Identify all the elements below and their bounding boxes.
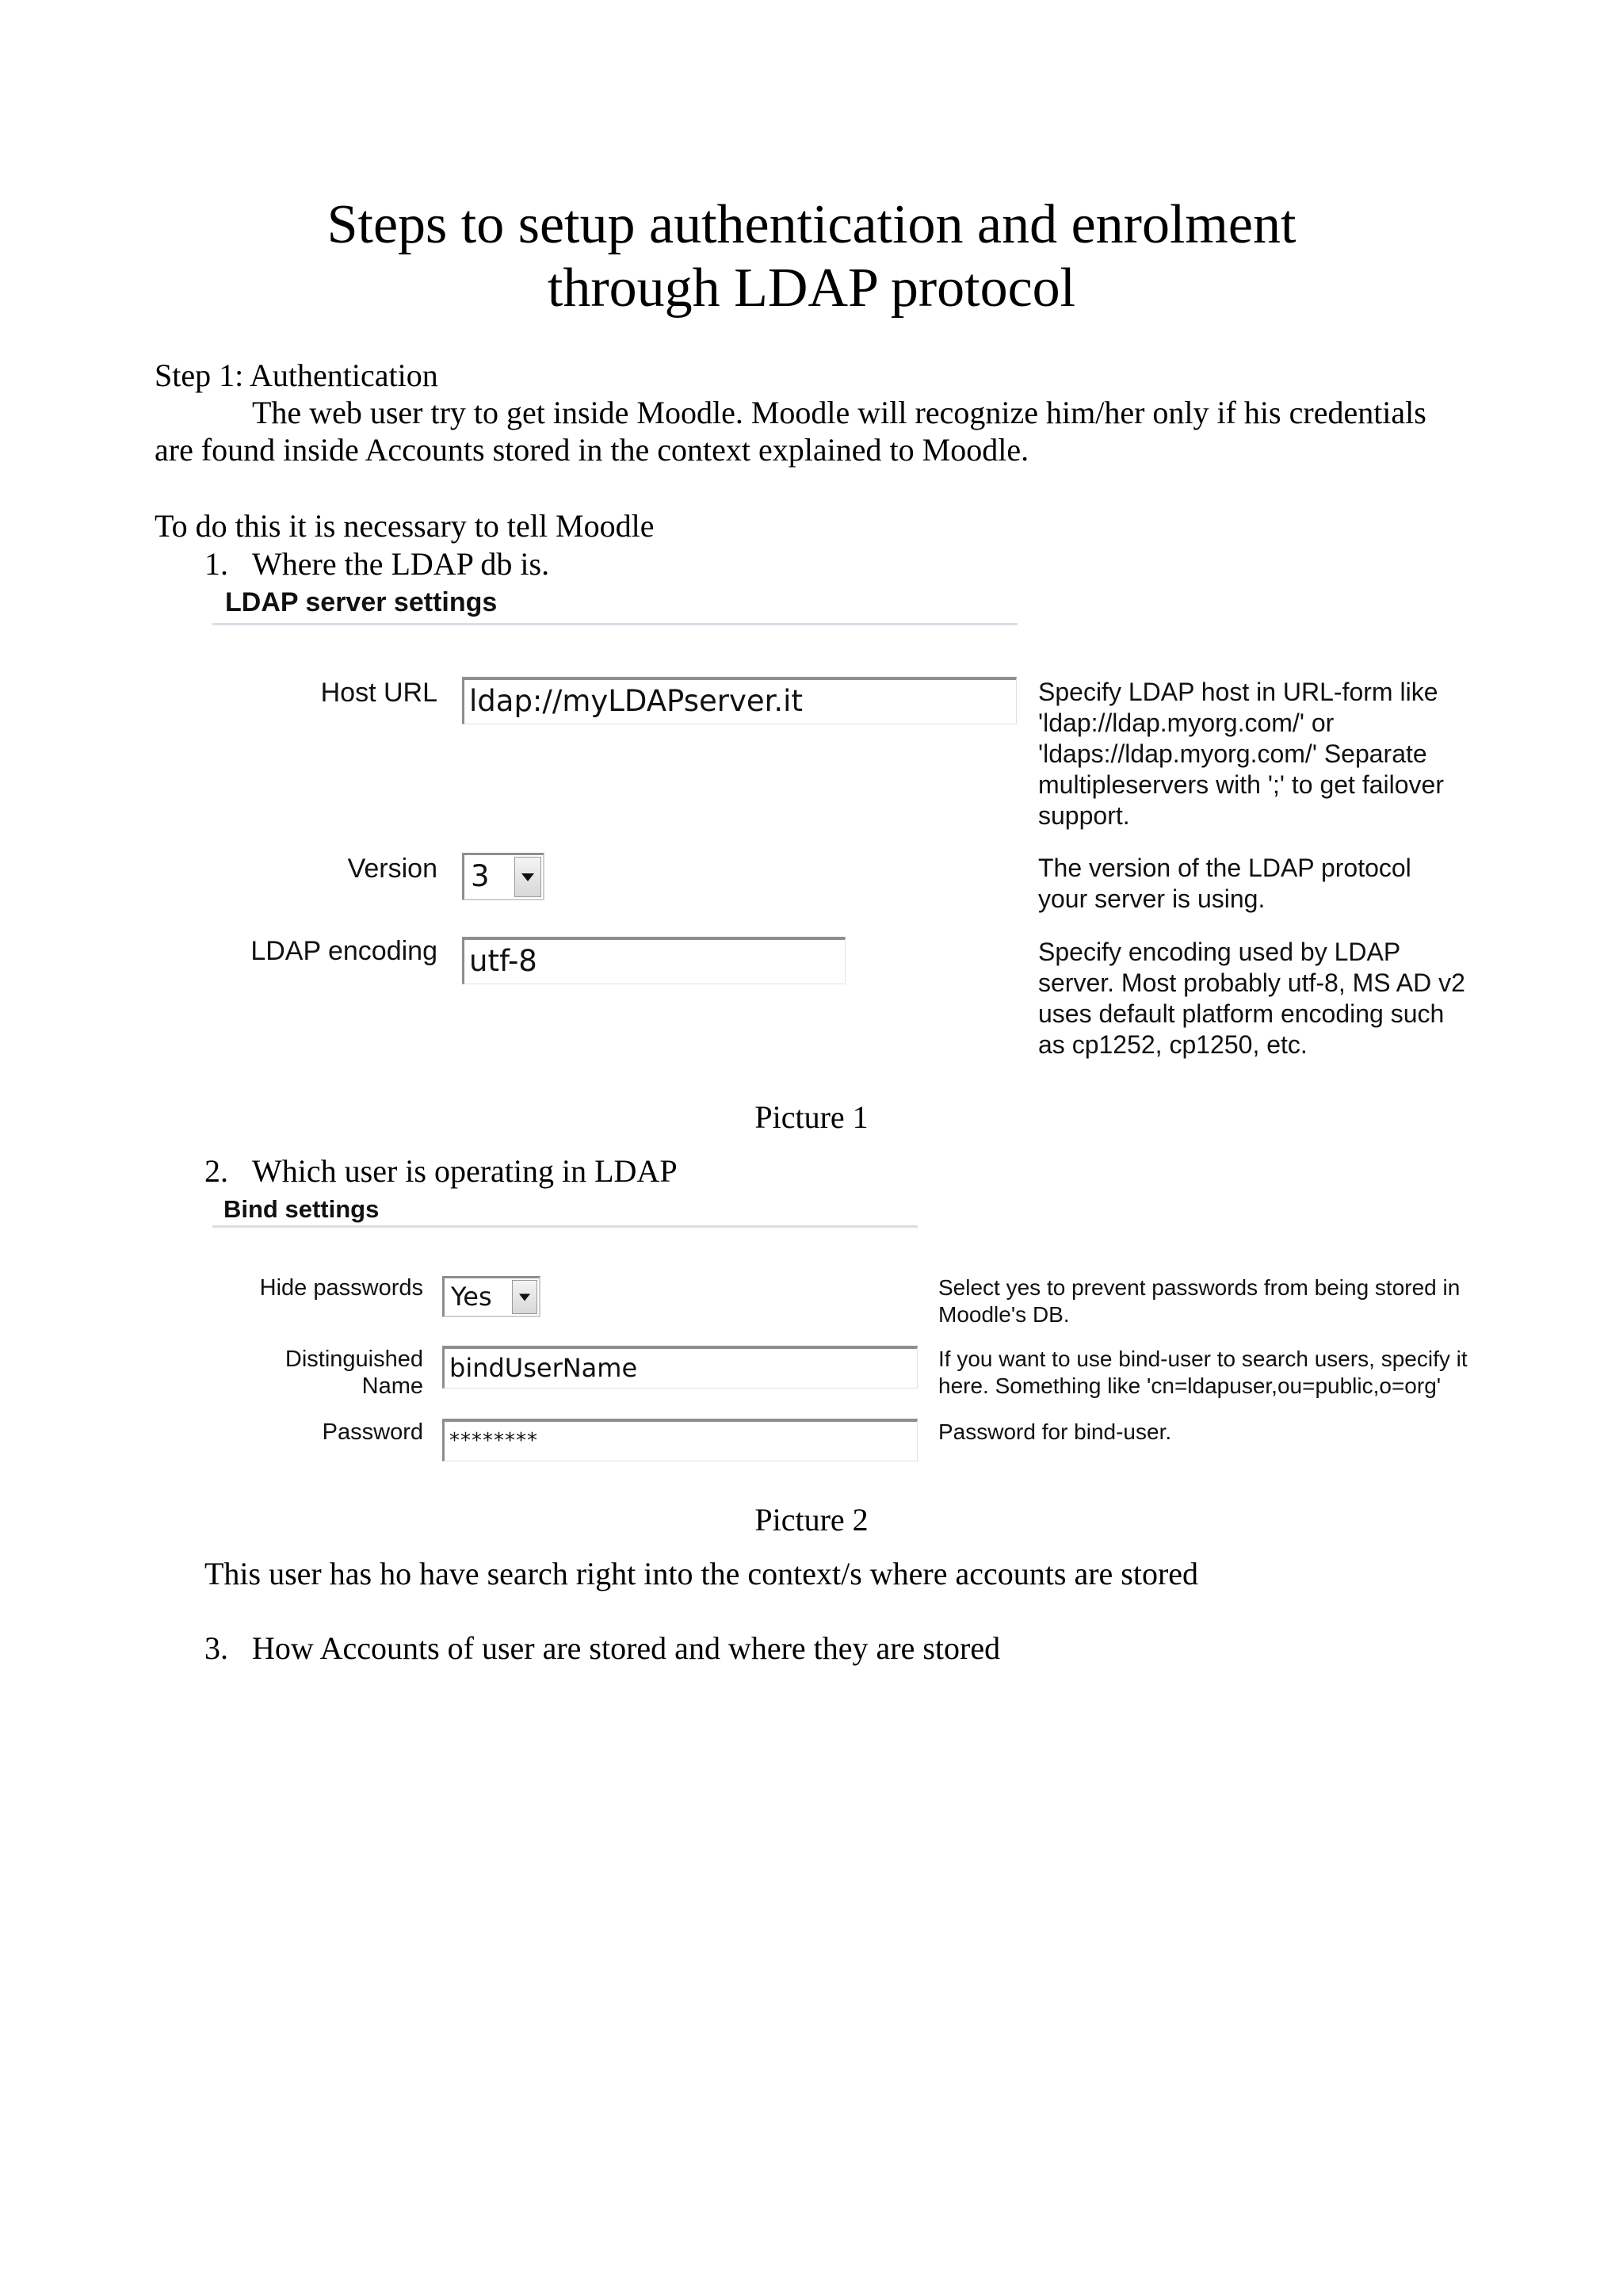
description-line: 'ldaps://ldap.myorg.com/' Separate <box>1038 739 1427 768</box>
dropdown-button[interactable] <box>514 857 541 897</box>
description-line: Select yes to prevent passwords from being stored in <box>938 1275 1461 1300</box>
label-line: Name <box>361 1373 423 1399</box>
description-line: your server is using. <box>1038 884 1266 913</box>
host-url-label: Host URL <box>320 678 437 708</box>
description-line: 'ldap://ldap.myorg.com/' or <box>1038 709 1335 737</box>
description-line: Specify encoding used by LDAP <box>1038 938 1401 966</box>
paragraph-line-1: The web user try to get inside Moodle. Moodle will recognize him/her only if his credentials <box>252 395 1426 430</box>
section-divider <box>212 623 1018 625</box>
list-item-3: How Accounts of user are stored and where they are stored <box>252 1630 1001 1666</box>
chevron-down-icon <box>519 1293 530 1301</box>
label-line: Distinguished <box>285 1347 423 1372</box>
hide-passwords-label: Hide passwords <box>259 1275 423 1301</box>
description-line: server. Most probably utf-8, MS AD v2 <box>1038 968 1465 997</box>
bind-settings-screenshot <box>212 1194 1528 1471</box>
step-heading: Step 1: Authentication <box>155 357 438 393</box>
description-line: If you want to use bind-user to search users, specify it <box>938 1347 1468 1371</box>
picture-caption-1: Picture 1 <box>754 1099 869 1135</box>
host-url-input[interactable]: ldap://myLDAPserver.it <box>462 677 1017 724</box>
distinguished-name-input[interactable]: bindUserName <box>442 1346 918 1389</box>
description-line: as cp1252, cp1250, etc. <box>1038 1030 1308 1059</box>
chevron-down-icon <box>521 873 534 881</box>
list-number-2: 2. <box>204 1153 228 1189</box>
list-item-2: Which user is operating in LDAP <box>252 1153 678 1189</box>
description-line: Password for bind-user. <box>938 1419 1172 1444</box>
version-label: Version <box>347 854 437 884</box>
description-line: multipleservers with ';' to get failover <box>1038 770 1444 799</box>
password-input[interactable]: ******** <box>442 1419 918 1461</box>
intro-text: To do this it is necessary to tell Moodle <box>155 508 655 544</box>
list-number-1: 1. <box>204 546 228 582</box>
document-title-line-2: through LDAP protocol <box>547 258 1076 319</box>
description-line: Moodle's DB. <box>938 1302 1070 1327</box>
note-text: This user has ho have search right into the context/s where accounts are stored <box>204 1556 1199 1591</box>
password-description <box>938 1419 1171 1446</box>
ldap-encoding-description <box>1038 937 1465 1060</box>
ldap-server-settings-screenshot <box>212 583 1512 1075</box>
list-number-3: 3. <box>204 1630 228 1666</box>
description-line: The version of the LDAP protocol <box>1038 854 1411 882</box>
list-item-1: Where the LDAP db is. <box>252 546 550 582</box>
dropdown-button[interactable] <box>512 1280 537 1314</box>
distinguished-name-description <box>938 1346 1468 1400</box>
ldap-encoding-input[interactable]: utf-8 <box>462 937 846 984</box>
picture-caption-2: Picture 2 <box>754 1502 869 1538</box>
paragraph-line-2: are found inside Accounts stored in the context explained to Moodle. <box>155 432 1029 468</box>
description-line: uses default platform encoding such <box>1038 999 1445 1028</box>
description-line: here. Something like 'cn=ldapuser,ou=public,o=org' <box>938 1373 1442 1398</box>
section-heading: LDAP server settings <box>225 587 498 617</box>
description-line: support. <box>1038 801 1130 830</box>
section-heading: Bind settings <box>223 1195 380 1223</box>
section-divider <box>212 1225 918 1228</box>
hide-passwords-description <box>938 1274 1460 1328</box>
password-label: Password <box>322 1419 423 1445</box>
distinguished-name-label <box>212 1346 423 1400</box>
ldap-encoding-label: LDAP encoding <box>250 936 437 966</box>
hide-passwords-select[interactable] <box>442 1276 540 1317</box>
host-url-description <box>1038 677 1444 831</box>
version-select[interactable] <box>462 853 544 900</box>
version-value: 3 <box>471 859 490 893</box>
version-description <box>1038 853 1411 915</box>
hide-passwords-value: Yes <box>451 1282 492 1312</box>
document-title-line-1: Steps to setup authentication and enrolment <box>327 194 1296 255</box>
description-line: Specify LDAP host in URL-form like <box>1038 678 1438 706</box>
